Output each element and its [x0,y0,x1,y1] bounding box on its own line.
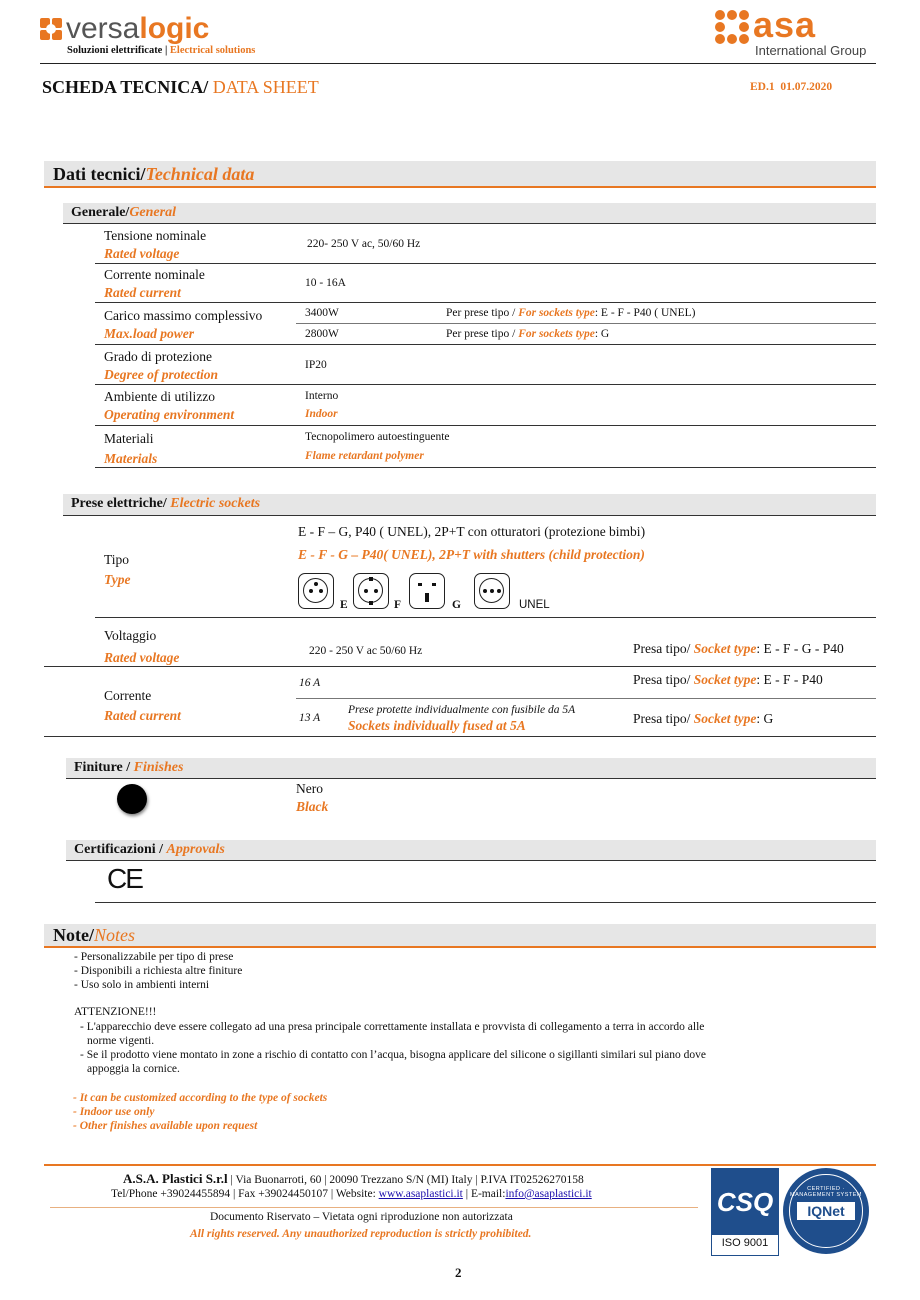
socket-unel-icon [474,573,510,609]
tagline: Soluzioni elettrificate | Electrical solutions [67,45,256,56]
materials-label-en: Materials [104,451,158,466]
materials-value-en: Flame retardant polymer [305,450,424,462]
iqnet-badge [783,1168,869,1254]
note-item-en: - Other finishes available upon request [73,1120,258,1132]
current-label: Corrente [104,688,152,703]
approvals-subheader: Certificazioni / Approvals [66,840,876,861]
socket-g-label: G [452,599,461,611]
asa-dots-icon [715,10,749,44]
warning-title: ATTENZIONE!!! [74,1006,157,1018]
current-16: 16 A [299,677,321,689]
reserved-notice-en: All rights reserved. Any unauthorized reproduction is strictly prohibited. [190,1228,532,1240]
website-link[interactable]: www.asaplastici.it [378,1188,463,1200]
rated-current-label: Corrente nominale [104,267,205,282]
warning-item: - Se il prodotto viene montato in zone a rischio di contatto con l’acqua, bisogna applicare del silicone o sigillanti similari sul piano dove [80,1049,706,1061]
protection-label: Grado di protezione [104,349,212,364]
materials-label: Materiali [104,431,154,446]
footer-contact-line: Tel/Phone +39024455894 | Fax +39024450107 | Website: www.asaplastici.it | E-mail:info@asaplastici.it [111,1188,592,1200]
sockets-subheader: Prese elettriche/ Electric sockets [63,494,876,516]
max-load-label: Carico massimo complessivo [104,308,263,323]
page-title: SCHEDA TECNICA/ DATA SHEET [42,77,319,97]
note-item-en: - Indoor use only [73,1106,155,1118]
edition: ED.1 01.07.2020 [750,81,833,93]
rated-voltage-label-en: Rated voltage [104,246,180,261]
environment-value-en: Indoor [305,408,338,420]
general-subheader: Generale/General [63,203,876,224]
note-item-en: - It can be customized according to the type of sockets [73,1092,328,1104]
warning-item: - L'apparecchio deve essere collegato ad una presa principale correttamente installata e provvista di collegamento a terra in accordo alle [80,1021,705,1033]
warning-item: appoggia la cornice. [87,1063,180,1075]
notes-it-list [74,950,242,992]
footer-divider [44,1164,876,1166]
fuse-note-en: Sockets individually fused at 5A [348,718,526,733]
note-item: - Disponibili a richiesta altre finiture [74,965,243,977]
csq-label: CSQ [712,1169,778,1235]
load-power-2: 2800W [305,328,339,340]
socket-g-icon [409,573,445,609]
socket-f-label: F [394,599,402,611]
csq-badge [711,1168,779,1256]
asa-name: asa [753,4,817,45]
fuse-note: Prese protette individualmente con fusibile da 5A [348,704,576,716]
type-label-en: Type [104,572,131,587]
materials-value: Tecnopolimero autoestinguente [305,431,450,443]
tech-section-header: Dati tecnici/Technical data [44,161,876,188]
dots-logo-icon [40,18,62,40]
note-item: - Uso solo in ambienti interni [74,979,210,991]
asa-logo [715,4,867,60]
email-link[interactable]: info@asaplastici.it [505,1188,592,1200]
rated-current-value: 10 - 16A [305,277,346,289]
current-16-socket-types: Presa tipo/ Socket type: E - F - P40 [633,672,823,687]
black-swatch [117,784,147,814]
load-desc-1: Per prese tipo / For sockets type: E - F - P40 ( UNEL) [446,307,696,319]
socket-type-desc: E - F – G, P40 ( UNEL), 2P+T con otturatori (protezione bimbi) [298,524,646,539]
finishes-subheader: Finiture / Finishes [66,758,876,779]
page-number: 2 [455,1265,462,1280]
brand-versa: versa [66,12,140,45]
environment-label-en: Operating environment [104,407,235,422]
load-power-1: 3400W [305,307,339,319]
current-13: 13 A [299,712,321,724]
environment-value: Interno [305,390,339,402]
footer-thin-divider [50,1207,698,1208]
iso-label: ISO 9001 [721,1237,769,1249]
certified-ring-text: CERTIFIED · MANAGEMENT SYSTEM [790,1186,862,1198]
voltage-socket-types: Presa tipo/ Socket type: E - F - G - P40 [633,641,844,656]
ce-mark-icon: CE [107,863,142,894]
environment-label: Ambiente di utilizzo [104,389,215,404]
warnings-list [80,1020,780,1076]
max-load-label-en: Max.load power [104,326,195,341]
protection-label-en: Degree of protection [104,367,218,382]
socket-unel-label: UNEL [519,599,550,611]
notes-section-header: Note/Notes [44,924,876,948]
current-13-socket-types: Presa tipo/ Socket type: G [633,711,774,726]
brand-logic: logic [139,12,210,45]
socket-e-icon [298,573,334,609]
socket-f-icon [353,573,389,609]
iqnet-label: IQNet [797,1202,855,1220]
voltage-label: Voltaggio [104,628,157,643]
footer-company-line: A.S.A. Plastici S.r.l | Via Buonarroti, 60 | 20090 Trezzano S/N (MI) Italy | P.IVA IT02526270158 [123,1171,584,1186]
type-label: Tipo [104,552,130,567]
socket-type-desc-en: E - F - G – P40( UNEL), 2P+T with shutters (child protection) [298,547,645,562]
asa-sub: International Group [755,43,867,58]
finish-color: Nero [296,781,323,796]
load-desc-2: Per prese tipo / For sockets type: G [446,328,610,340]
voltage-value: 220 - 250 V ac 50/60 Hz [309,645,423,657]
header-divider [40,63,876,64]
note-item: - Personalizzabile per tipo di prese [74,951,234,963]
socket-e-label: E [340,599,348,611]
notes-en-list [73,1091,327,1133]
warning-item: norme vigenti. [87,1035,155,1047]
rated-voltage-label: Tensione nominale [104,228,207,243]
rated-voltage-value: 220- 250 V ac, 50/60 Hz [307,238,421,250]
reserved-notice: Documento Riservato – Vietata ogni riproduzione non autorizzata [210,1211,513,1223]
finish-color-en: Black [296,799,329,814]
voltage-label-en: Rated voltage [104,650,180,665]
protection-value: IP20 [305,359,327,371]
rated-current-label-en: Rated current [104,285,181,300]
current-label-en: Rated current [104,708,181,723]
